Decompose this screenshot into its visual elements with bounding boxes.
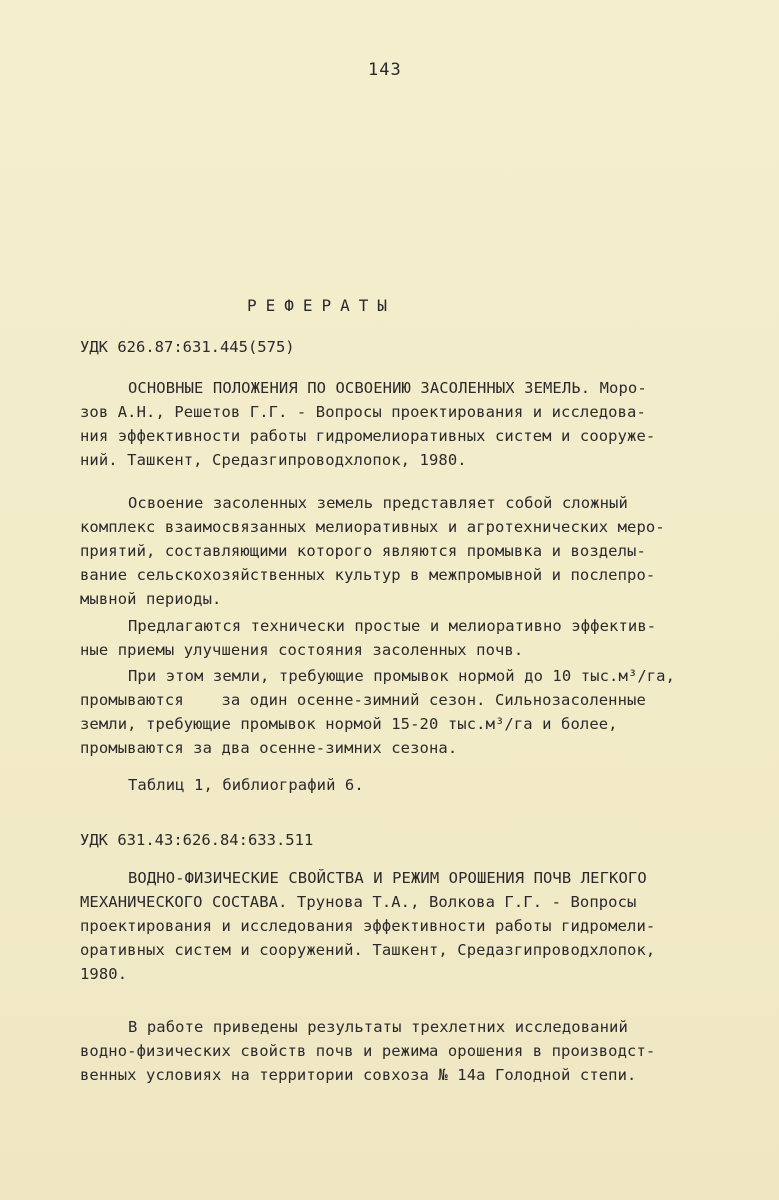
abstract-1-body-line: мывной периоды. bbox=[80, 590, 222, 608]
abstract-1-body-line: вание сельскохозяйственных культур в межпромывной и послепро- bbox=[80, 566, 656, 584]
abstract-1-body-line: промываются за один осенне-зимний сезон. Сильнозасоленные bbox=[80, 691, 646, 709]
abstract-1-title-line: ния эффективности работы гидромелиоративных систем и сооруже- bbox=[80, 427, 656, 445]
section-heading: РЕФЕРАТЫ bbox=[247, 296, 397, 315]
page-number: 143 bbox=[368, 60, 402, 80]
abstract-1-footer: Таблиц 1, библиографий 6. bbox=[128, 776, 364, 794]
abstract-1-body-line: приятий, составляющими которого являются промывка и возделы- bbox=[80, 542, 646, 560]
abstract-1 bbox=[80, 336, 710, 358]
abstract-2-title-line: проектирования и исследования эффективности работы гидромели- bbox=[80, 917, 656, 935]
abstract-1-body-line: земли, требующие промывок нормой 15-20 тыс.м³/га и более, bbox=[80, 715, 618, 733]
abstract-2-udc: УДК 631.43:626.84:633.511 bbox=[80, 831, 314, 849]
abstract-1-title-line: ний. Ташкент, Средазгипроводхлопок, 1980. bbox=[80, 451, 467, 469]
abstract-2-title-line: оративных систем и сооружений. Ташкент, Средазгипроводхлопок, bbox=[80, 941, 656, 959]
abstract-1-title-line: ОСНОВНЫЕ ПОЛОЖЕНИЯ ПО ОСВОЕНИЮ ЗАСОЛЕННЫХ ЗЕМЕЛЬ. Моро- bbox=[128, 379, 647, 397]
abstract-1-title bbox=[80, 376, 710, 472]
abstract-1-udc: УДК 626.87:631.445(575) bbox=[80, 338, 295, 356]
abstract-2-title-line: 1980. bbox=[80, 965, 128, 983]
abstract-2-body-line: венных условиях на территории совхоза № 14а Голодной степи. bbox=[80, 1066, 637, 1084]
abstract-1-body-line: Предлагаются технически простые и мелиоративно эффектив- bbox=[128, 617, 657, 635]
abstract-2-body-line: водно-физических свойств почв и режима орошения в производст- bbox=[80, 1042, 656, 1060]
abstract-1-body-line: промываются за два осенне-зимних сезона. bbox=[80, 739, 458, 757]
abstract-2-paragraph bbox=[80, 1015, 710, 1087]
abstract-1-body-line: ные приемы улучшения состояния засоленных почв. bbox=[80, 641, 524, 659]
abstract-2-title-line: ВОДНО-ФИЗИЧЕСКИЕ СВОЙСТВА И РЕЖИМ ОРОШЕНИЯ ПОЧВ ЛЕГКОГО bbox=[128, 869, 647, 887]
abstract-1-paragraph bbox=[80, 491, 710, 611]
abstract-2-title bbox=[80, 866, 710, 986]
abstract-1-paragraph bbox=[80, 773, 710, 797]
abstract-1-title-line: зов А.Н., Решетов Г.Г. - Вопросы проектирования и исследова- bbox=[80, 403, 646, 421]
abstract-1-paragraph bbox=[80, 614, 710, 662]
abstract-1-paragraph bbox=[80, 664, 710, 760]
abstract-2 bbox=[80, 829, 710, 851]
abstract-2-title-line: МЕХАНИЧЕСКОГО СОСТАВА. Трунова Т.А., Волкова Г.Г. - Вопросы bbox=[80, 893, 637, 911]
abstract-1-body-line: При этом земли, требующие промывок нормой до 10 тыс.м³/га, bbox=[128, 667, 676, 685]
abstract-1-body-line: Освоение засоленных земель представляет собой сложный bbox=[128, 494, 628, 512]
abstract-2-body-line: В работе приведены результаты трехлетних исследований bbox=[128, 1018, 628, 1036]
abstract-1-body-line: комплекс взаимосвязанных мелиоративных и агротехнических меро- bbox=[80, 518, 665, 536]
